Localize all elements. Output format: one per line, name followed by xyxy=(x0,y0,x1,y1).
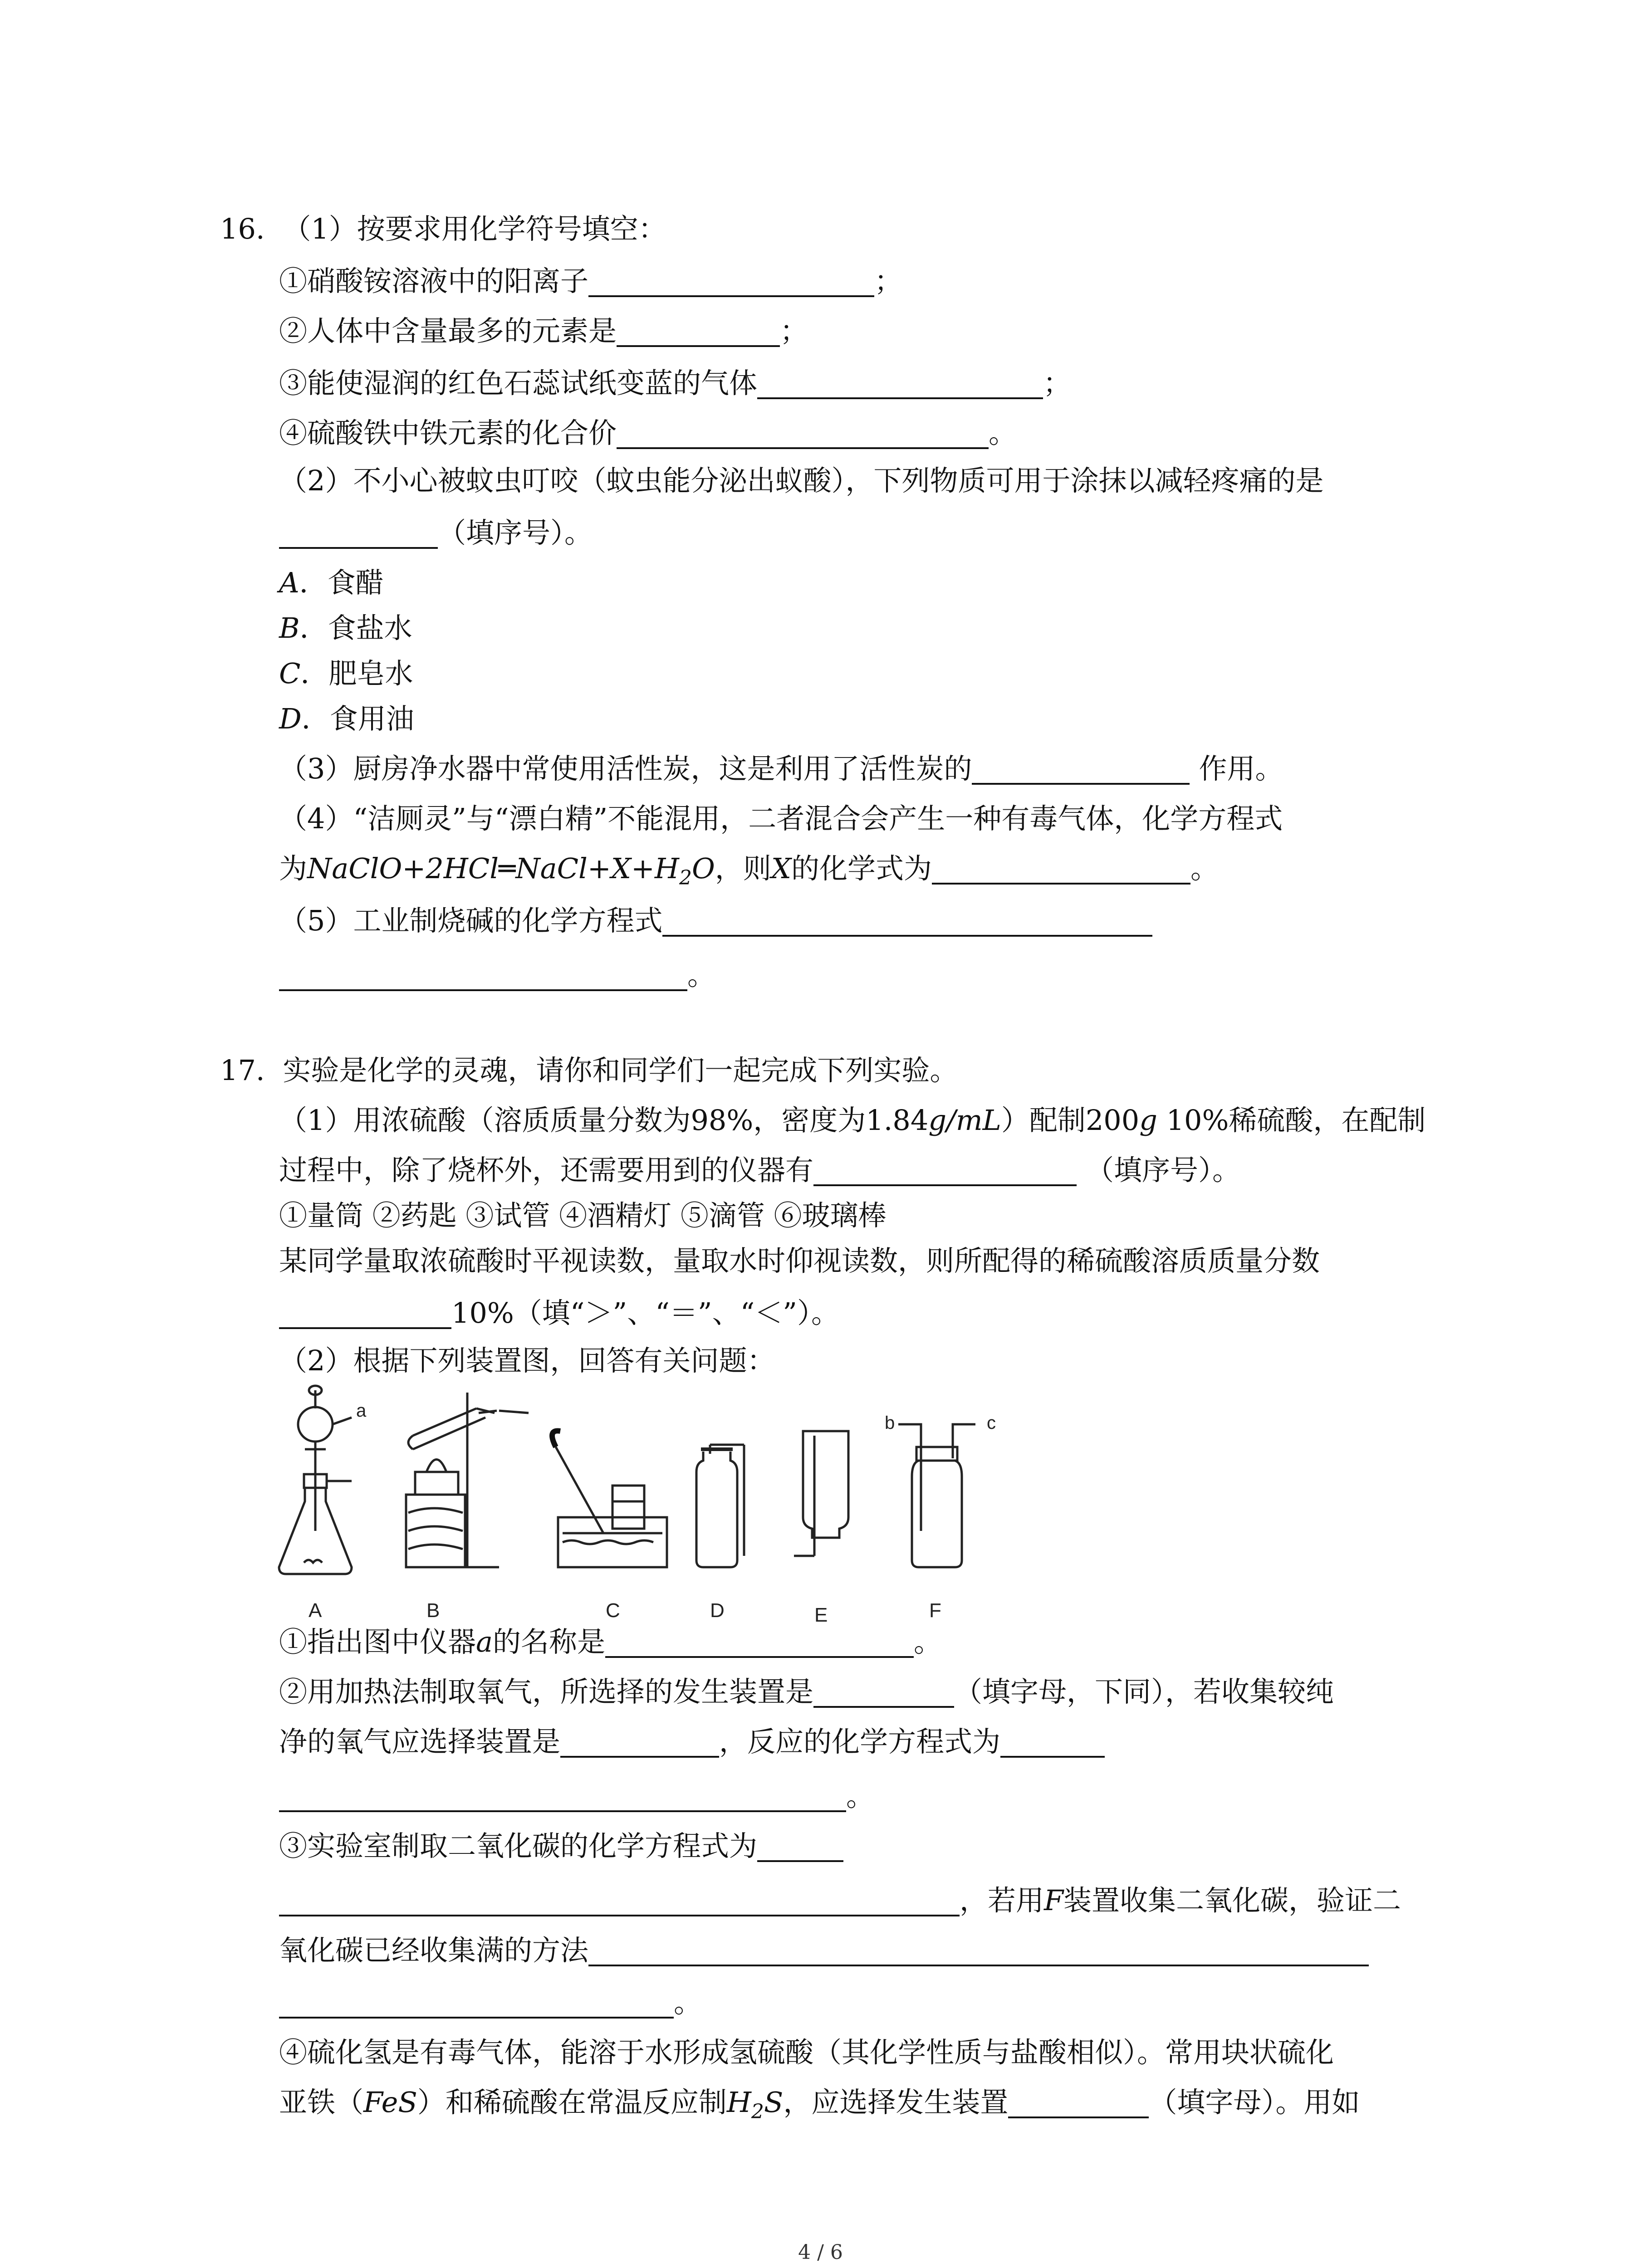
answer-blank[interactable] xyxy=(757,1833,843,1862)
option-c xyxy=(279,655,413,692)
text: （1）用浓硫酸（溶质质量分数为98%，密度为1.84 xyxy=(279,1104,929,1137)
answer-blank[interactable] xyxy=(617,318,780,347)
q17-q4-line2 xyxy=(279,2084,1360,2130)
variable: F xyxy=(1044,1884,1064,1917)
option-text: ．食用油 xyxy=(301,702,414,735)
text: ③实验室制取二氧化碳的化学方程式为 xyxy=(279,1829,758,1862)
apparatus-d xyxy=(696,1445,744,1622)
option-b xyxy=(279,610,412,646)
answer-blank[interactable] xyxy=(279,1887,960,1916)
question-number: 16. xyxy=(220,212,265,245)
q16-part4: （4）“洁厕灵”与“漂白精”不能混用，二者混合会产生一种有毒气体，化学方程式 xyxy=(279,802,1283,835)
equation: NaClO+2HCl═NaCl+X+H xyxy=(307,852,679,885)
text: 为 xyxy=(279,852,308,885)
option-letter: A xyxy=(279,566,299,599)
text: （填字母，下同），若收集较纯 xyxy=(954,1675,1334,1708)
question-number: 17. xyxy=(220,1054,265,1087)
part-text: （3）厨房净水器中常使用活性炭，这是利用了活性炭的 xyxy=(279,752,972,785)
answer-blank[interactable] xyxy=(588,1937,1369,1966)
option-letter: B xyxy=(279,611,300,645)
q17-part1-line2 xyxy=(279,1152,1240,1188)
subscript: 2 xyxy=(679,866,692,890)
subscript: 2 xyxy=(751,2100,764,2123)
text: 过程中，除了烧杯外，还需要用到的仪器有 xyxy=(279,1154,814,1187)
answer-blank[interactable] xyxy=(560,1729,719,1758)
answer-blank[interactable] xyxy=(662,908,1152,937)
option-text: ．食盐水 xyxy=(299,611,412,645)
punctuation: 。 xyxy=(989,416,1017,450)
label-c: c xyxy=(987,1413,996,1433)
instruction: （填序号）。 xyxy=(1086,1154,1241,1187)
label-B: B xyxy=(426,1599,440,1622)
answer-blank[interactable] xyxy=(813,1679,954,1708)
part-tail: 作用。 xyxy=(1199,752,1283,785)
part-text: （5）工业制烧碱的化学方程式 xyxy=(279,904,663,937)
q17-q2-line2 xyxy=(279,1724,1105,1760)
q16-line1 xyxy=(220,211,666,247)
unit: g/mL xyxy=(928,1104,1001,1137)
answer-blank[interactable] xyxy=(279,1783,846,1812)
punctuation: ； xyxy=(780,314,808,347)
answer-blank[interactable] xyxy=(279,520,438,549)
page-number: 4 / 6 xyxy=(798,2241,843,2264)
answer-blank[interactable] xyxy=(279,1989,674,2019)
item-text: ②人体中含量最多的元素是 xyxy=(279,314,617,347)
q17-reading-tail xyxy=(279,1295,839,1331)
item-text: ①硝酸铵溶液中的阳离子 xyxy=(279,264,589,298)
q17-line1 xyxy=(220,1052,958,1089)
q17-instrument-list: ①量筒 ②药匙 ③试管 ④酒精灯 ⑤滴管 ⑥玻璃棒 xyxy=(279,1199,887,1232)
formula: FeS xyxy=(363,2086,417,2119)
answer-blank[interactable] xyxy=(279,1300,451,1329)
q16-part2: （2）不小心被蚊虫叮咬（蚊虫能分泌出蚁酸），下列物质可用于涂抹以减轻疼痛的是 xyxy=(279,464,1324,497)
text: ，若用 xyxy=(960,1884,1044,1917)
variable: a xyxy=(476,1625,493,1658)
answer-blank[interactable] xyxy=(972,756,1190,785)
item-text: ③能使湿润的红色石蕊试纸变蓝的气体 xyxy=(279,367,758,400)
q17-q2-line3 xyxy=(279,1778,874,1814)
text: 氧化碳已经收集满的方法 xyxy=(279,1934,589,1967)
instruction: （填序号）。 xyxy=(438,516,593,549)
answer-blank[interactable] xyxy=(813,1157,1077,1186)
item-text: ④硫酸铁中铁元素的化合价 xyxy=(279,416,617,450)
instruction: 10%（填“＞”、“＝”、“＜”）。 xyxy=(451,1296,839,1330)
formula: H xyxy=(726,2086,751,2119)
text: 净的氧气应选择装置是 xyxy=(279,1725,561,1758)
q16-part5-cont xyxy=(279,957,715,993)
label-a: a xyxy=(356,1401,367,1421)
text: 10%稀硫酸，在配制 xyxy=(1157,1104,1426,1137)
option-letter: C xyxy=(279,657,301,690)
text: ）配制200 xyxy=(1001,1104,1140,1137)
answer-blank[interactable] xyxy=(1008,2089,1149,2118)
option-a xyxy=(279,565,384,601)
label-E: E xyxy=(814,1604,828,1626)
q16-item4 xyxy=(279,415,1017,451)
punctuation: 。 xyxy=(914,1625,942,1658)
apparatus-diagram xyxy=(277,1381,1048,1631)
intro: 实验是化学的灵魂，请你和同学们一起完成下列实验。 xyxy=(283,1054,958,1087)
q16-item3 xyxy=(279,365,1071,401)
option-d xyxy=(279,701,414,737)
q16-item1 xyxy=(279,263,902,299)
answer-blank[interactable] xyxy=(279,962,687,991)
punctuation: 。 xyxy=(674,1986,702,2019)
variable: X xyxy=(771,852,791,885)
apparatus-e xyxy=(794,1431,848,1626)
q17-q3 xyxy=(279,1828,843,1864)
punctuation: ； xyxy=(1043,367,1072,400)
label-b: b xyxy=(885,1413,895,1433)
q16-part5 xyxy=(279,903,1152,939)
answer-blank[interactable] xyxy=(932,855,1190,885)
text: 装置收集二氧化碳，验证二 xyxy=(1063,1884,1401,1917)
q17-q2 xyxy=(279,1674,1334,1710)
q16-part3 xyxy=(279,751,1283,787)
text: （填字母）。用如 xyxy=(1149,2086,1360,2119)
option-text: ．肥皂水 xyxy=(300,657,413,690)
formula: S xyxy=(764,2086,784,2119)
answer-blank[interactable] xyxy=(588,268,874,297)
text: ）和稀硫酸在常温反应制 xyxy=(417,2086,727,2119)
q16-part2-tail xyxy=(279,515,593,551)
q16-part4-eq xyxy=(279,850,1219,896)
text: 的化学式为 xyxy=(791,852,932,885)
apparatus-f xyxy=(885,1413,996,1622)
punctuation: ； xyxy=(874,264,903,298)
q17-reading: 某同学量取浓硫酸时平视读数，量取水时仰视读数，则所配得的稀硫酸溶质质量分数 xyxy=(279,1244,1320,1277)
q17-q3-line2 xyxy=(279,1882,1401,1919)
apparatus-a xyxy=(279,1386,367,1622)
q17-part1 xyxy=(279,1102,1425,1139)
text: 的名称是 xyxy=(492,1625,605,1658)
q17-q3-line3 xyxy=(279,1932,1369,1969)
apparatus-b xyxy=(406,1393,529,1622)
text: ①指出图中仪器 xyxy=(279,1625,476,1658)
label-C: C xyxy=(606,1599,620,1622)
answer-blank[interactable] xyxy=(1000,1729,1105,1758)
apparatus-c xyxy=(552,1431,667,1622)
answer-blank[interactable] xyxy=(617,420,989,449)
q17-part2: （2）根据下列装置图，回答有关问题： xyxy=(279,1344,775,1377)
punctuation: 。 xyxy=(687,958,716,992)
part-heading: （1）按要求用化学符号填空： xyxy=(283,212,666,245)
q17-q3-line4 xyxy=(279,1984,702,2021)
text: ②用加热法制取氧气，所选择的发生装置是 xyxy=(279,1675,814,1708)
q16-item2 xyxy=(279,313,808,349)
punctuation: 。 xyxy=(1190,852,1219,885)
label-A: A xyxy=(309,1599,322,1622)
answer-blank[interactable] xyxy=(757,370,1043,399)
answer-blank[interactable] xyxy=(605,1629,914,1658)
option-letter: D xyxy=(279,702,302,735)
unit: g xyxy=(1139,1104,1157,1137)
label-F: F xyxy=(929,1599,941,1622)
q17-q1 xyxy=(279,1624,942,1660)
text: ，反应的化学方程式为 xyxy=(719,1725,1001,1758)
text: ，则 xyxy=(715,852,771,885)
option-text: ．食醋 xyxy=(299,566,384,599)
label-D: D xyxy=(710,1599,725,1622)
text: 亚铁（ xyxy=(279,2086,364,2119)
equation: O xyxy=(691,852,715,885)
text: ，应选择发生装置 xyxy=(783,2086,1009,2119)
q17-q4: ④硫化氢是有毒气体，能溶于水形成氢硫酸（其化学性质与盐酸相似）。常用块状硫化 xyxy=(279,2036,1334,2069)
punctuation: 。 xyxy=(846,1779,875,1813)
